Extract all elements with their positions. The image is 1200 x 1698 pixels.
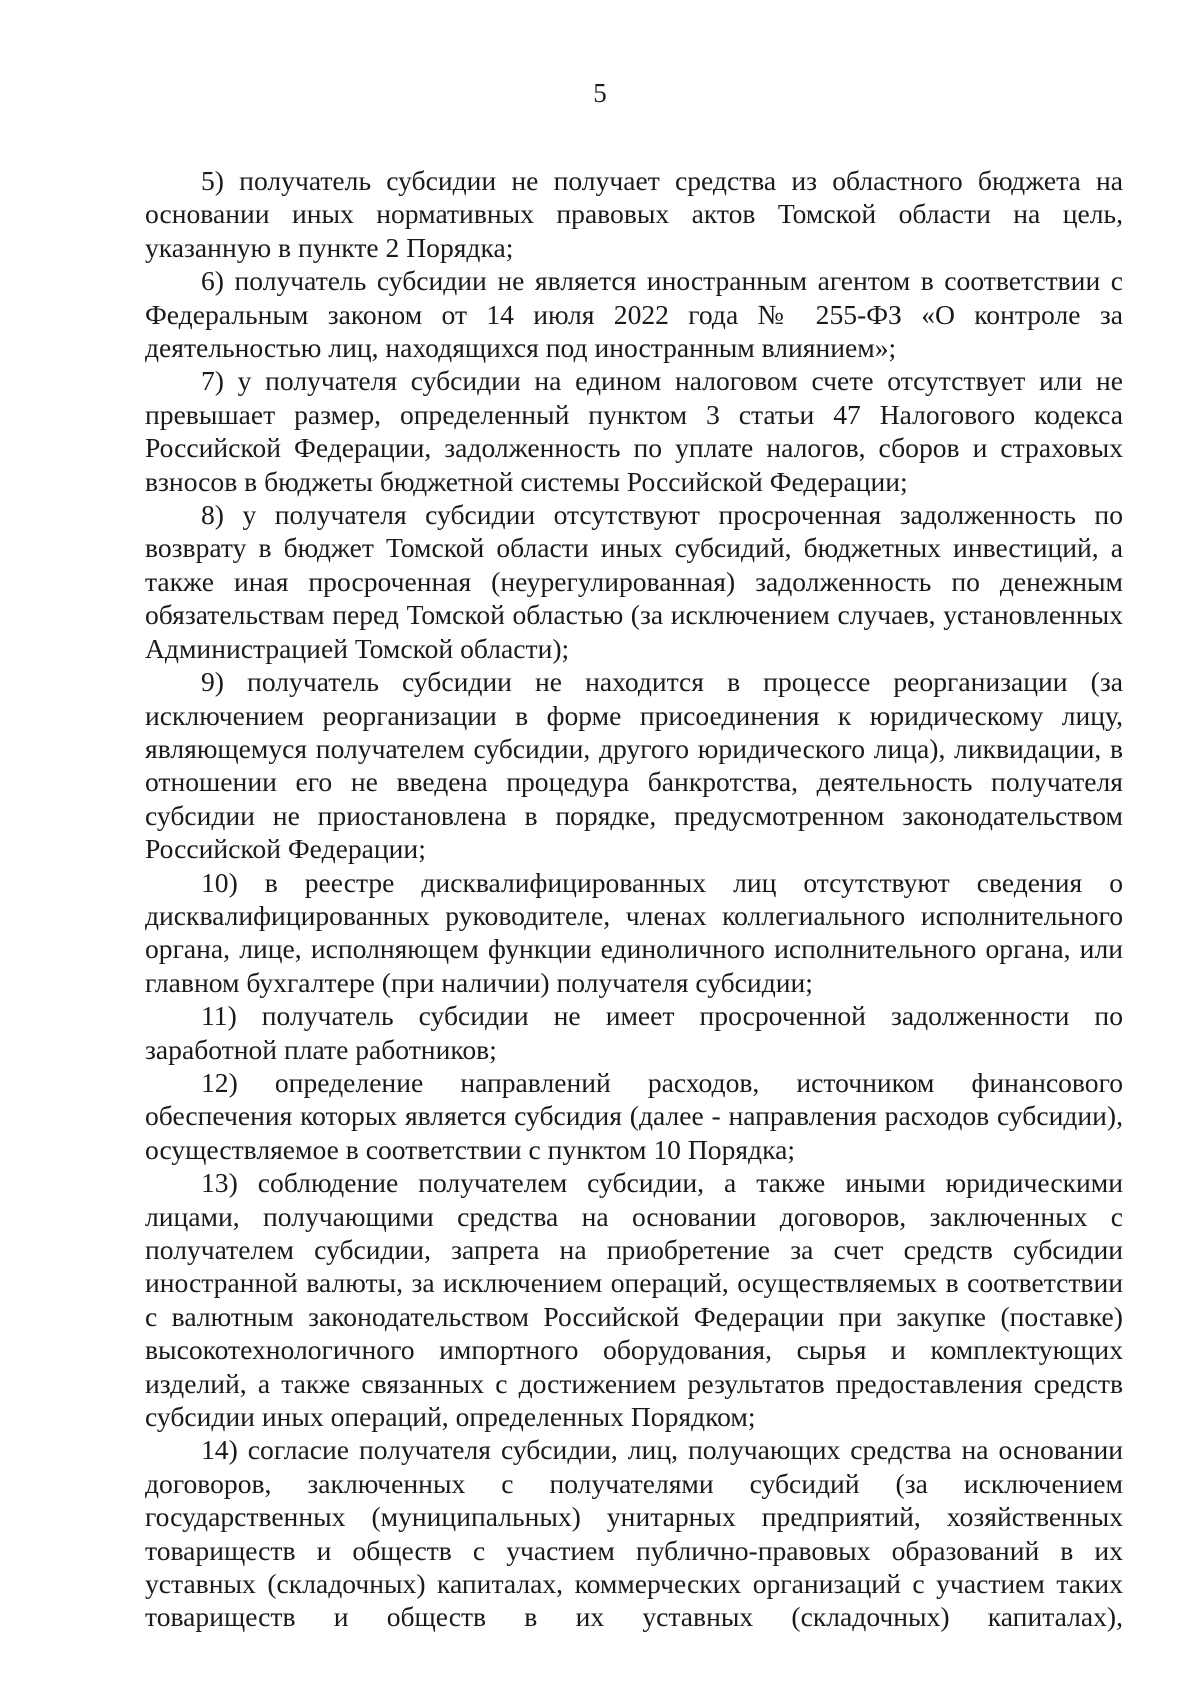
paragraph-item-14: 14) согласие получателя субсидии, лиц, получающих средства на основании договоров, заключенных с получателями субсидий (за исключением государственных (муниципальных) унитарных предприятий, хозяйственных товариществ и обществ с участием публично-правовых образований в их уставных (складочных) капиталах, коммерческих организаций с участием таких товариществ и обществ в их уставных (складочных) капиталах), — [145, 1434, 1123, 1633]
paragraph-item-10: 10) в реестре дисквалифицированных лиц отсутствуют сведения о дисквалифицированных руководителе, членах коллегиального исполнительного органа, лице, исполняющем функции единоличного исполнительного органа, или главном бухгалтере (при наличии) получателя субсидии; — [145, 866, 1123, 998]
paragraph-item-13: 13) соблюдение получателем субсидии, а также иными юридическими лицами, получающими средства на основании договоров, заключенных с получателем субсидии, запрета на приобретение за счет средств субсидии иностранной валюты, за исключением операций, осуществляемых в соответствии с валютным законодательством Российской Федерации при закупке (поставке) высокотехнологичного импортного оборудования, сырья и комплектующих изделий, а также связанных с достижением результатов предоставления средств субсидии иных операций, определенных Порядком; — [145, 1167, 1123, 1433]
document-body — [145, 164, 1123, 1634]
paragraph-item-7: 7) у получателя субсидии на едином налоговом счете отсутствует или не превышает размер, определенный пунктом 3 статьи 47 Налогового кодекса Российской Федерации, задолженность по уплате налогов, сборов и страховых взносов в бюджеты бюджетной системы Российской Федерации; — [145, 365, 1123, 497]
paragraph-item-12: 12) определение направлений расходов, источником финансового обеспечения которых является субсидия (далее - направления расходов субсидии), осуществляемое в соответствии с пунктом 10 Порядка; — [145, 1066, 1123, 1165]
paragraph-item-11: 11) получатель субсидии не имеет просроченной задолженности по заработной плате работников; — [145, 1000, 1123, 1065]
paragraph-item-5: 5) получатель субсидии не получает средства из областного бюджета на основании иных нормативных правовых актов Томской области на цель, указанную в пункте 2 Порядка; — [145, 165, 1123, 263]
page-number: 5 — [593, 78, 607, 108]
paragraph-item-9: 9) получатель субсидии не находится в процессе реорганизации (за исключением реорганизации в форме присоединения к юридическому лицу, являющемуся получателем субсидии, другого юридического лица), ликвидации, в отношении его не введена процедура банкротства, деятельность получателя субсидии не приостановлена в порядке, предусмотренном законодательством Российской Федерации; — [145, 666, 1123, 865]
paragraph-item-8: 8) у получателя субсидии отсутствуют просроченная задолженность по возврату в бюджет Томской области иных субсидий, бюджетных инвестиций, а также иная просроченная (неурегулированная) задолженность по денежным обязательствам перед Томской областью (за исключением случаев, установленных Администрацией Томской области); — [145, 499, 1123, 664]
paragraph-item-6: 6) получатель субсидии не является иностранным агентом в соответствии с Федеральным законом от 14 июля 2022 года № 255-ФЗ «О контроле за деятельностью лиц, находящихся под иностранным влиянием»; — [145, 265, 1123, 364]
